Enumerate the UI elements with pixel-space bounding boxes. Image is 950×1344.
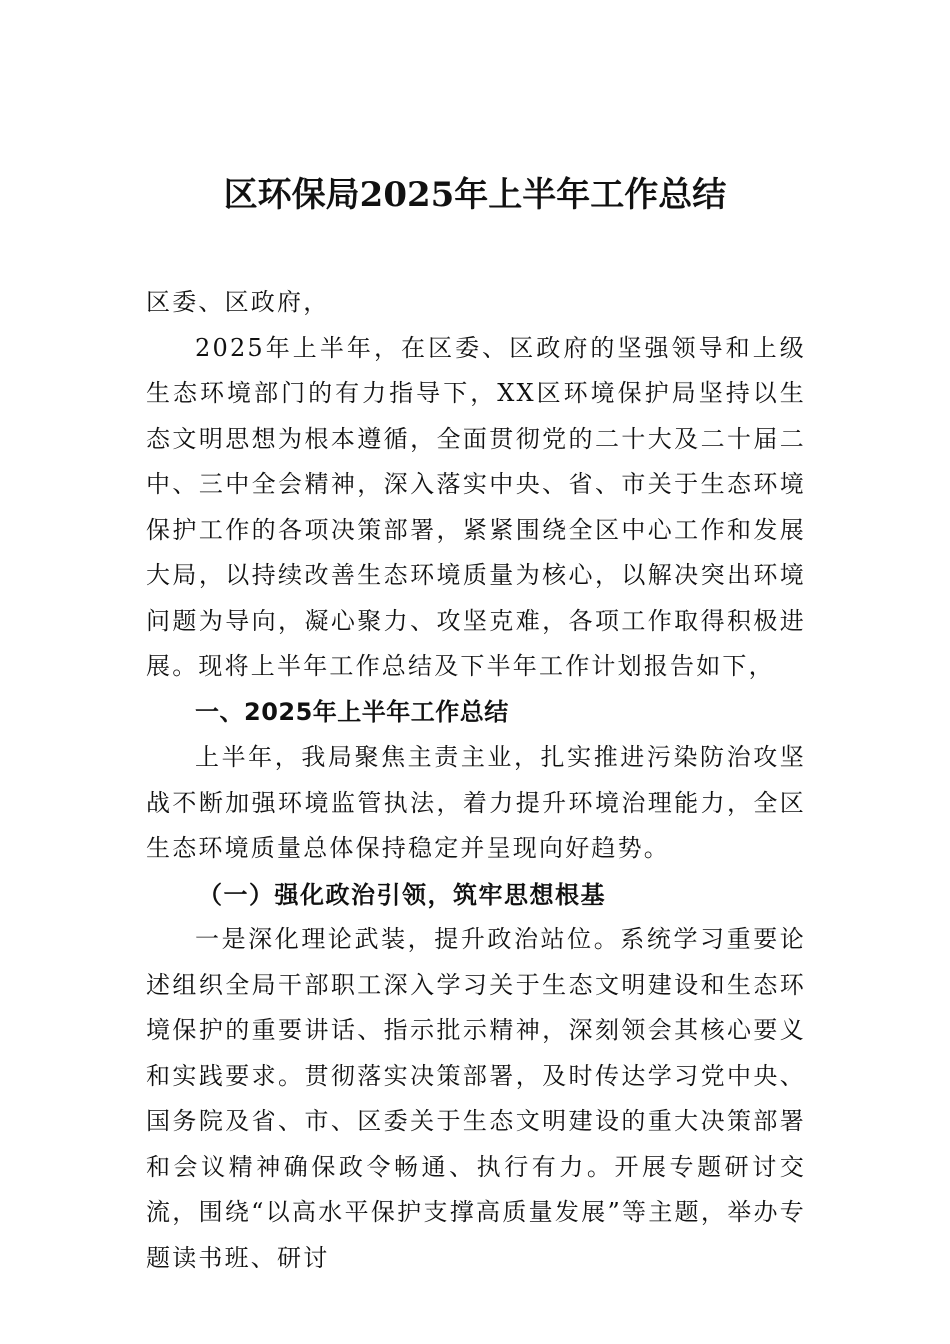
document-body (146, 280, 806, 1281)
section-heading: 一、2025年上半年工作总结 (195, 697, 509, 726)
intro-paragraph: 2025年上半年，在区委、区政府的坚强领导和上级生态环境部门的有力指导下，XX区环境保护局坚持以生态文明思想为根本遵循，全面贯彻党的二十大及二十届二中、三中全会精神，深入落实中央、省、市关于生态环境保护工作的各项决策部署，紧紧围绕全区中心工作和发展大局，以持续改善生态环境质量为核心，以解决突出环境问题为导向，凝心聚力、攻坚克难，各项工作取得积极进展。现将上半年工作总结及下半年工作计划报告如下， (146, 333, 806, 680)
salutation: 区委、区政府， (146, 288, 330, 316)
document-title: 区环保局2025年上半年工作总结 (223, 175, 727, 215)
subsection-paragraph: 一是深化理论武装，提升政治站位。系统学习重要论述组织全局干部职工深入学习关于生态文明建设和生态环境保护的重要讲话、指示批示精神，深刻领会其核心要义和实践要求。贯彻落实决策部署，及时传达学习党中央、国务院及省、市、区委关于生态文明建设的重大决策部署和会议精神确保政令畅通、执行有力。开展专题研讨交流，围绕“以高水平保护支撑高质量发展”等主题，举办专题读书班、研讨 (146, 925, 806, 1272)
subsection-heading: （一）强化政治引领，筑牢思想根基 (198, 879, 606, 909)
section-summary-paragraph: 上半年，我局聚焦主责主业，扎实推进污染防治攻坚战不断加强环境监管执法，着力提升环境治理能力，全区生态环境质量总体保持稳定并呈现向好趋势。 (146, 743, 806, 862)
